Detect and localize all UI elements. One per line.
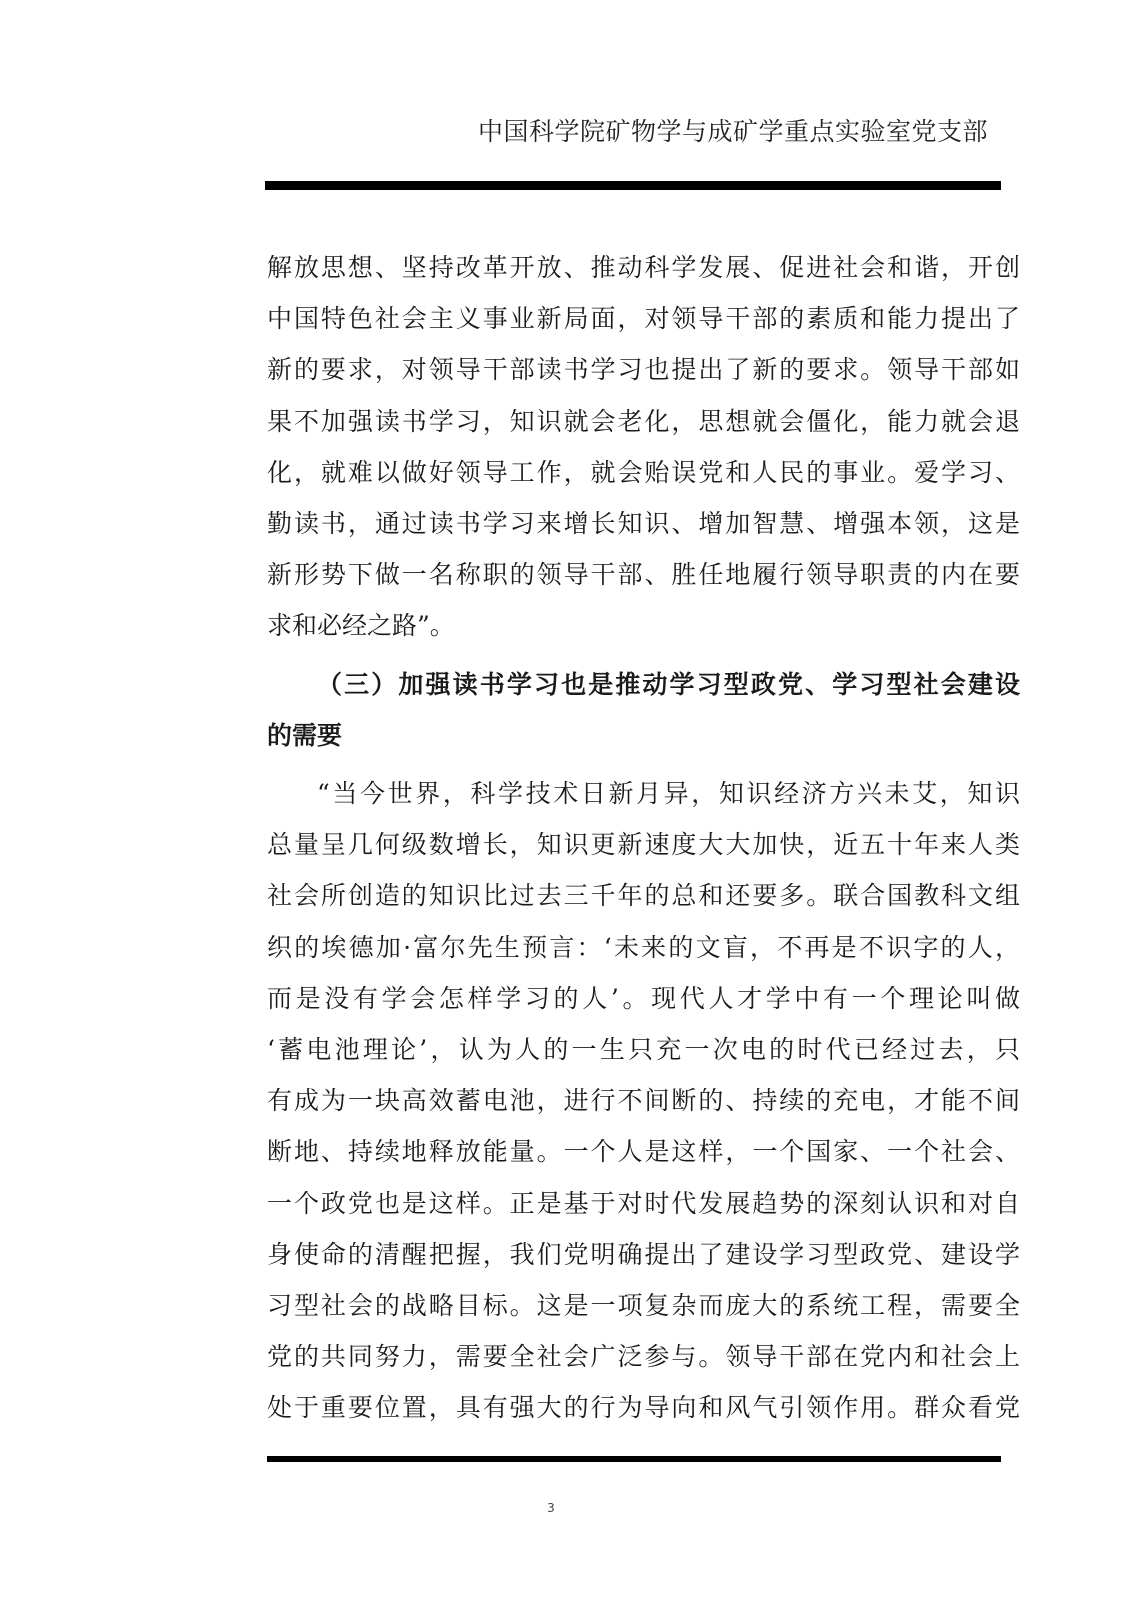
text-line: 新形势下做一名称职的领导干部、胜任地履行领导职责的内在要 <box>267 560 1020 590</box>
text-line: 一个政党也是这样。正是基于对时代发展趋势的深刻认识和对自 <box>267 1188 1020 1218</box>
text-line: 而是没有学会怎样学习的人’。现代人才学中有一个理论叫做 <box>267 983 1020 1013</box>
text-line: 社会所创造的知识比过去三千年的总和还要多。联合国教科文组 <box>267 881 1020 911</box>
text-line: 解放思想、坚持改革开放、推动科学发展、促进社会和谐，开创 <box>267 253 1020 282</box>
page-number: 3 <box>547 1501 555 1515</box>
text-line: 处于重要位置，具有强大的行为导向和风气引领作用。群众看党 <box>267 1393 1020 1423</box>
text-line: 党的共同努力，需要全社会广泛参与。领导干部在党内和社会上 <box>267 1342 1020 1372</box>
text-line: 总量呈几何级数增长，知识更新速度大大加快，近五十年来人类 <box>267 830 1020 860</box>
section-heading <box>267 659 1020 761</box>
text-line: 勤读书，通过读书学习来增长知识、增加智慧、增强本领，这是 <box>267 508 1020 538</box>
text-line: 化，就难以做好领导工作，就会贻误党和人民的事业。爱学习、 <box>267 457 1020 487</box>
text-line: ‘蓄电池理论’，认为人的一生只充一次电的时代已经过去，只 <box>267 1034 1020 1064</box>
paragraph-1 <box>267 242 1020 652</box>
text-line: 果不加强读书学习，知识就会老化，思想就会僵化，能力就会退 <box>267 406 1020 436</box>
text-line: 织的埃德加·富尔先生预言：‘未来的文盲，不再是不识字的人， <box>267 932 1020 962</box>
paragraph-2 <box>267 768 1020 1433</box>
text-line: 断地、持续地释放能量。一个人是这样，一个国家、一个社会、 <box>267 1137 1020 1167</box>
text-line: 有成为一块高效蓄电池，进行不间断的、持续的充电，才能不间 <box>267 1086 1020 1116</box>
heading-line: 的需要 <box>267 721 343 751</box>
text-line: 求和必经之路”。 <box>267 611 455 641</box>
text-line: 新的要求，对领导干部读书学习也提出了新的要求。领导干部如 <box>267 355 1020 385</box>
header-divider <box>265 181 1001 190</box>
heading-line: （三）加强读书学习也是推动学习型政党、学习型社会建设 <box>317 670 1020 699</box>
text-line: “当今世界，科学技术日新月异，知识经济方兴未艾，知识 <box>317 779 1020 808</box>
footer-divider <box>267 1456 1001 1462</box>
text-line: 身使命的清醒把握，我们党明确提出了建设学习型政党、建设学 <box>267 1239 1020 1269</box>
text-line: 中国特色社会主义事业新局面，对领导干部的素质和能力提出了 <box>267 304 1020 334</box>
text-line: 习型社会的战略目标。这是一项复杂而庞大的系统工程，需要全 <box>267 1290 1020 1320</box>
page-header-title: 中国科学院矿物学与成矿学重点实验室党支部 <box>477 117 988 146</box>
